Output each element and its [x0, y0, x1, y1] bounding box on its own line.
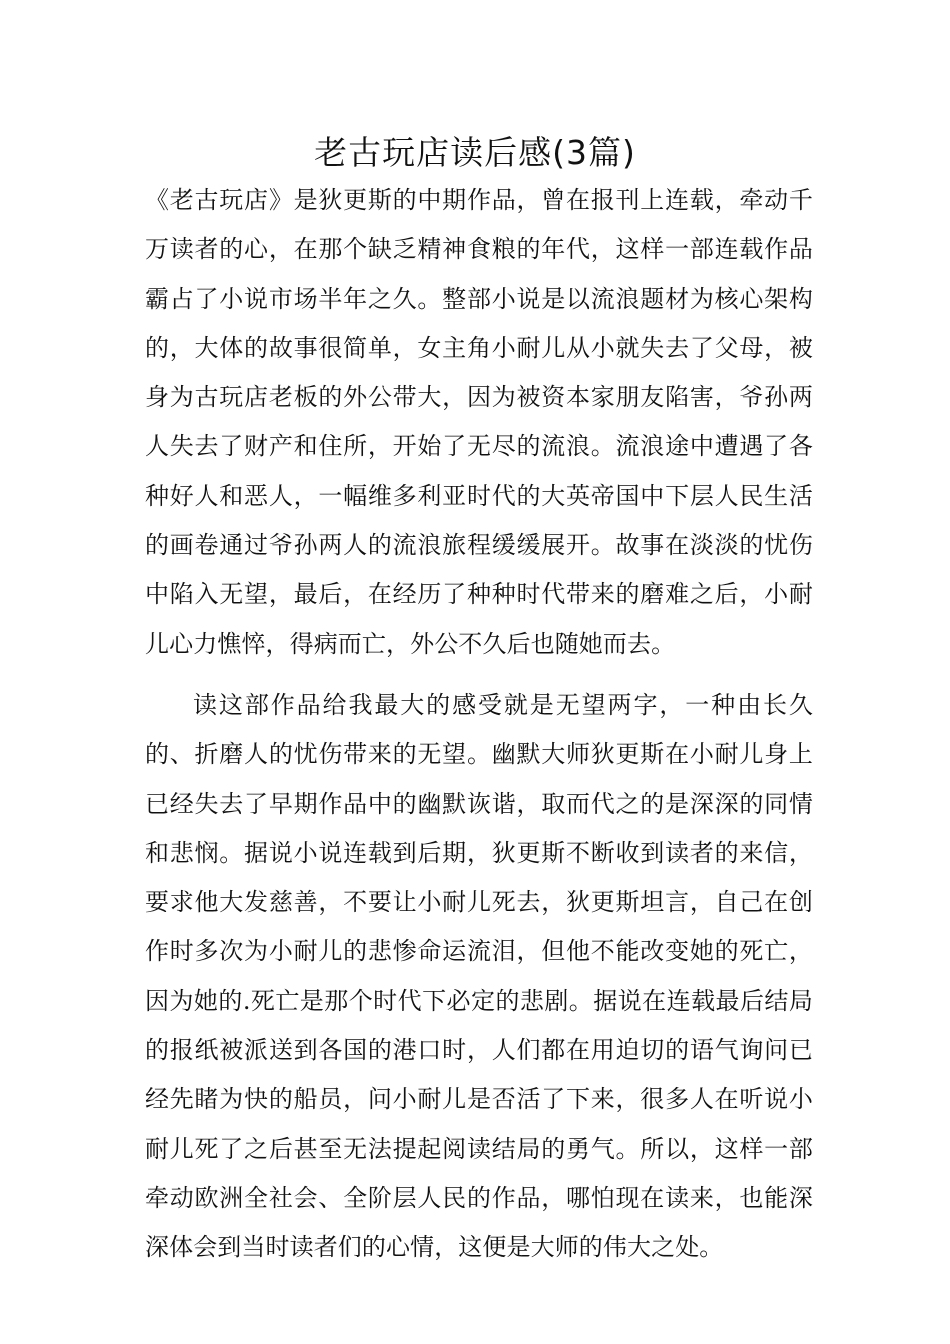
document-body [145, 176, 813, 1273]
paragraph-2: 读这部作品给我最大的感受就是无望两字，一种由长久的、折磨人的忧伤带来的无望。幽默大师狄更斯在小耐儿身上已经失去了早期作品中的幽默诙谐，取而代之的是深深的同情和悲悯。据说小说连载到后期，狄更斯不断收到读者的来信，要求他大发慈善，不要让小耐儿死去，狄更斯坦言，自己在创作时多次为小耐儿的悲惨命运流泪，但他不能改变她的死亡，因为她的.死亡是那个时代下必定的悲剧。据说在连载最后结局的报纸被派送到各国的港口时，人们都在用迫切的语气询问已经先睹为快的船员，问小耐儿是否活了下来，很多人在听说小耐儿死了之后甚至无法提起阅读结局的勇气。所以，这样一部牵动欧洲全社会、全阶层人民的作品，哪怕现在读来，也能深深体会到当时读者们的心情，这便是大师的伟大之处。 [145, 690, 813, 1262]
paragraph-1: 《老古玩店》是狄更斯的中期作品，曾在报刊上连载，牵动千万读者的心，在那个缺乏精神食粮的年代，这样一部连载作品霸占了小说市场半年之久。整部小说是以流浪题材为核心架构的，大体的故事很简单，女主角小耐儿从小就失去了父母，被身为古玩店老板的外公带大，因为被资本家朋友陷害，爷孙两人失去了财产和住所，开始了无尽的流浪。流浪途中遭遇了各种好人和恶人，一幅维多利亚时代的大英帝国中下层人民生活的画卷通过爷孙两人的流浪旅程缓缓展开。故事在淡淡的忧伤中陷入无望，最后，在经历了种种时代带来的磨难之后，小耐儿心力憔悴，得病而亡，外公不久后也随她而去。 [145, 186, 813, 658]
document-title: 老古玩店读后感(3篇) [314, 133, 636, 172]
